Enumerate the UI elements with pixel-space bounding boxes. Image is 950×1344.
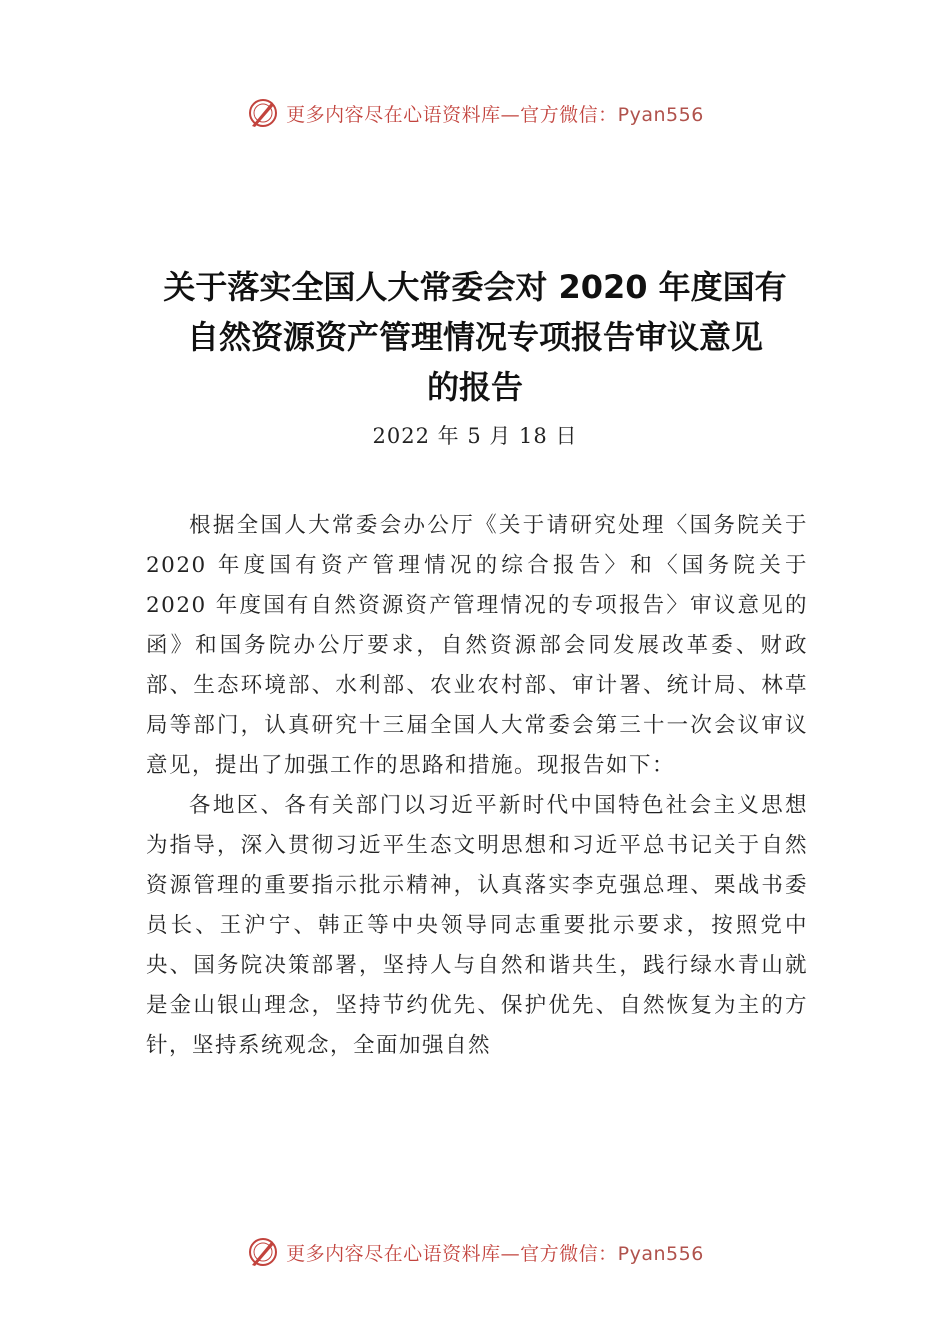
footer-watermark [0, 1232, 950, 1272]
title-line: 关于落实全国人大常委会对 2020 年度国有 [163, 268, 787, 306]
quill-seal-icon [246, 1235, 280, 1269]
header-watermark [0, 93, 950, 133]
title-line: 的报告 [426, 368, 523, 406]
wechat-id: Pyan556 [617, 103, 704, 126]
document-body [146, 506, 808, 1066]
title-line: 自然资源资产管理情况专项报告审议意见 [186, 318, 763, 356]
paragraph: 根据全国人大常委会办公厅《关于请研究处理〈国务院关于 2020 年度国有资产管理情况的综合报告〉和〈国务院关于 2020 年度国有自然资源资产管理情况的专项报告〉审议意见的函》和国务院办公厅要求，自然资源部会同发展改革委、财政部、生态环境部、水利部、农业农村部、审计署、统计局、林草局等部门，认真研究十三届全国人大常委会第三十一次会议审议意见，提出了加强工作的思路和措施。现报告如下： [146, 513, 808, 778]
document-date: 2022 年 5 月 18 日 [372, 424, 578, 448]
wechat-id: Pyan556 [617, 1242, 704, 1265]
watermark-text: 更多内容尽在心语资料库—官方微信：Pyan556 [286, 103, 704, 126]
quill-seal-icon [246, 96, 280, 130]
paragraph: 各地区、各有关部门以习近平新时代中国特色社会主义思想为指导，深入贯彻习近平生态文明思想和习近平总书记关于自然资源管理的重要指示批示精神，认真落实李克强总理、栗战书委员长、王沪宁、韩正等中央领导同志重要批示要求，按照党中央、国务院决策部署，坚持人与自然和谐共生，践行绿水青山就是金山银山理念，坚持节约优先、保护优先、自然恢复为主的方针，坚持系统观念，全面加强自然 [146, 793, 808, 1058]
watermark-text: 更多内容尽在心语资料库—官方微信：Pyan556 [286, 1242, 704, 1265]
document-title [100, 262, 850, 412]
